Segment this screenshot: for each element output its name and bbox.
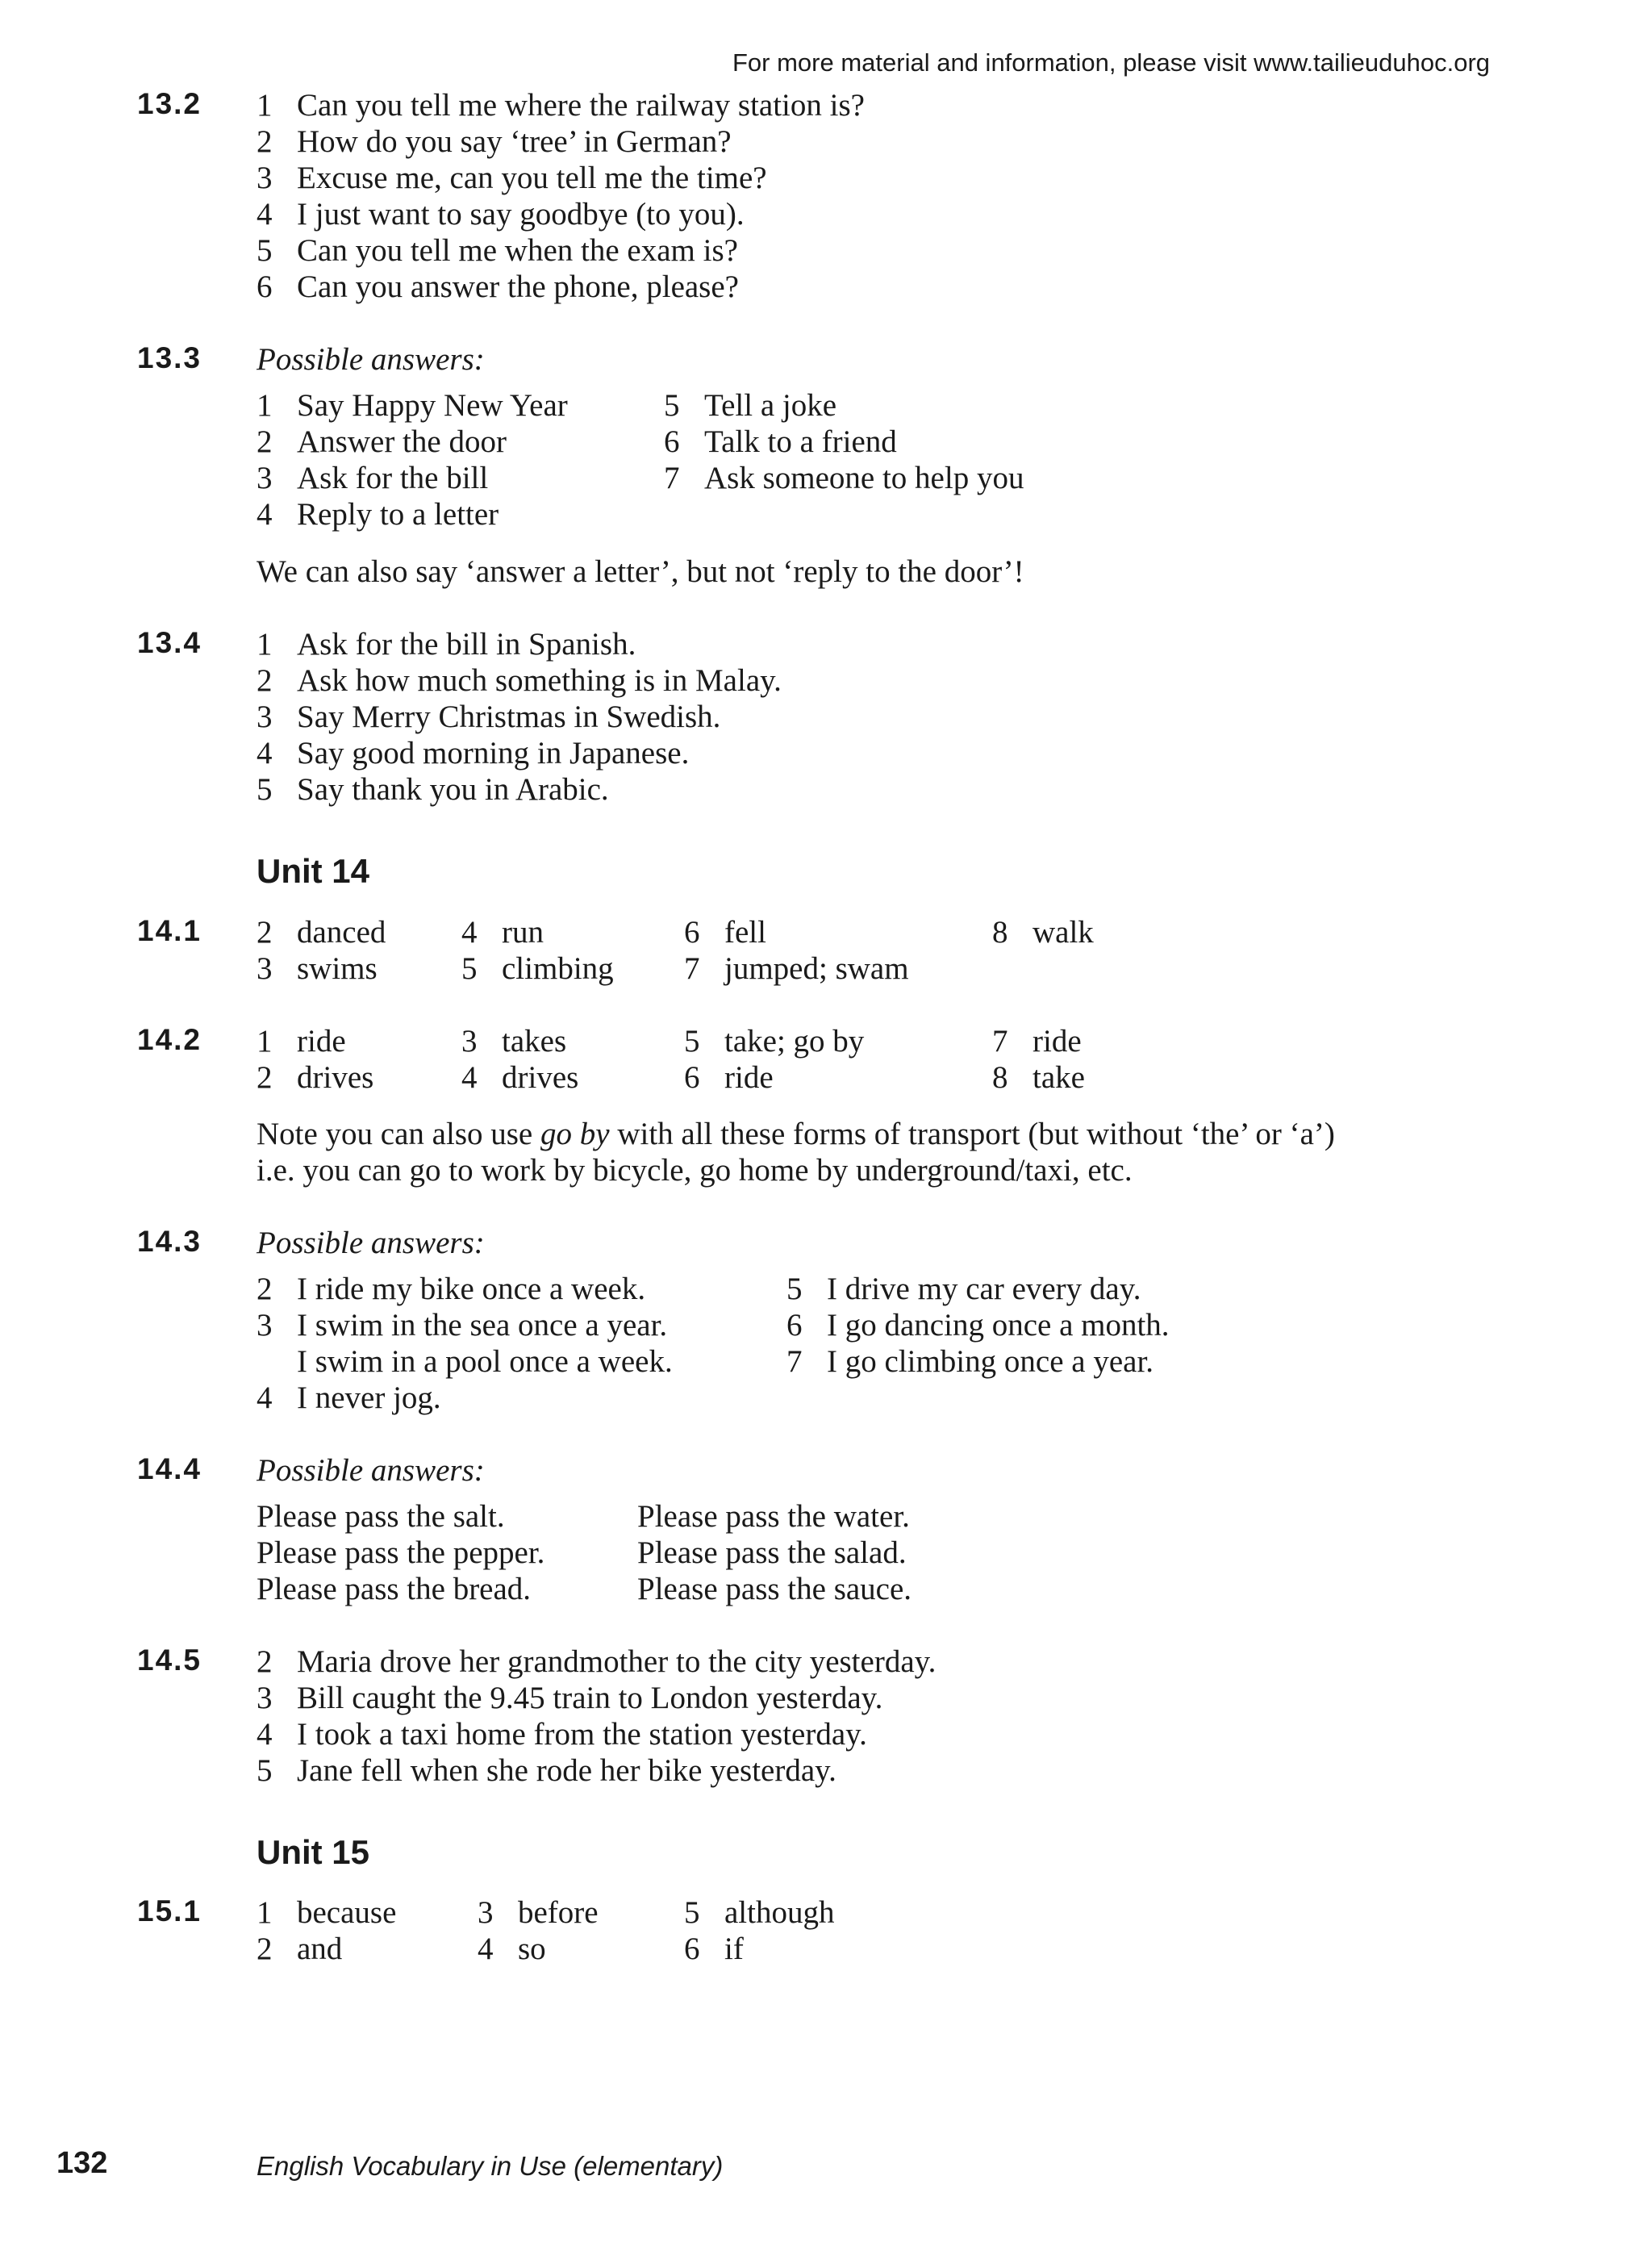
list-item: 3 I swim in the sea once a year. [257,1308,668,1343]
list-item: 2 danced [257,915,386,950]
section-14-3-number: 14.3 [137,1225,202,1258]
list-item: 1 because [257,1895,397,1930]
list-item: 5 take; go by [684,1024,865,1059]
list-item: 3 Say Merry Christmas in Swedish. [257,700,721,734]
list-item: 5 Say thank you in Arabic. [257,772,609,807]
list-item: 6 if [684,1932,744,1966]
list-item: 2 Answer the door [257,424,507,459]
page-number: 132 [56,2146,108,2180]
list-item: 4 run [461,915,544,950]
section-note: We can also say ‘answer a letter’, but not ‘reply to the door’! [257,554,1024,589]
possible-answers-label: Possible answers: [257,342,485,377]
possible-answers-label: Possible answers: [257,1226,485,1260]
list-item: Please pass the salad. [637,1535,907,1570]
list-item: 3 Bill caught the 9.45 train to London yesterday. [257,1681,883,1715]
possible-answers-label: Possible answers: [257,1453,485,1488]
section-14-1-number: 14.1 [137,914,202,947]
list-item: Please pass the sauce. [637,1572,912,1606]
list-item: 2 and [257,1932,343,1966]
list-item: 5 Tell a joke [664,388,837,423]
list-item: 7 I go climbing once a year. [786,1344,1154,1379]
list-item: 5 Can you tell me when the exam is? [257,233,738,268]
list-item: 6 Talk to a friend [664,424,897,459]
list-item: 6 I go dancing once a month. [786,1308,1170,1343]
section-13-2-number: 13.2 [137,87,202,120]
list-item: 4 I took a taxi home from the station yesterday. [257,1717,867,1752]
list-item: 5 although [684,1895,835,1930]
unit-15-heading: Unit 15 [257,1833,370,1871]
list-item: 8 take [992,1060,1085,1095]
section-note: Note you can also use go by with all these forms of transport (but without ‘the’ or ‘a’) [257,1117,1335,1151]
section-15-1-number: 15.1 [137,1894,202,1927]
book-title: English Vocabulary in Use (elementary) [257,2151,724,2181]
list-item: Please pass the pepper. [257,1535,545,1570]
list-item: I swim in a pool once a week. [297,1344,673,1379]
list-item: 5 Jane fell when she rode her bike yesterday. [257,1753,836,1788]
list-item: 6 Can you answer the phone, please? [257,269,739,304]
list-item: 5 I drive my car every day. [786,1272,1141,1306]
section-note: i.e. you can go to work by bicycle, go home by underground/taxi, etc. [257,1153,1133,1188]
section-14-4-number: 14.4 [137,1452,202,1485]
list-item: 5 climbing [461,951,614,986]
list-item: 4 I just want to say goodbye (to you). [257,197,745,232]
list-item: 4 I never jog. [257,1380,441,1415]
list-item: 3 takes [461,1024,567,1059]
list-item: 1 ride [257,1024,346,1059]
list-item: 3 swims [257,951,378,986]
list-item: 1 Can you tell me where the railway station is? [257,88,865,123]
list-item: Please pass the water. [637,1499,910,1534]
list-item: 6 fell [684,915,766,950]
list-item: 6 ride [684,1060,774,1095]
list-item: 4 drives [461,1060,579,1095]
list-item: 3 Ask for the bill [257,461,489,495]
list-item: 2 drives [257,1060,374,1095]
list-item: 2 How do you say ‘tree’ in German? [257,124,732,159]
section-14-5-number: 14.5 [137,1643,202,1677]
section-14-2-number: 14.2 [137,1023,202,1056]
list-item: 2 I ride my bike once a week. [257,1272,646,1306]
list-item: 8 walk [992,915,1094,950]
list-item: 1 Ask for the bill in Spanish. [257,627,636,662]
list-item: 7 ride [992,1024,1082,1059]
list-item: 2 Maria drove her grandmother to the city yesterday. [257,1644,937,1679]
list-item: Please pass the salt. [257,1499,505,1534]
list-item: 3 Excuse me, can you tell me the time? [257,161,767,195]
list-item: 2 Ask how much something is in Malay. [257,663,782,698]
unit-14-heading: Unit 14 [257,852,370,890]
list-item: Please pass the bread. [257,1572,532,1606]
list-item: 7 jumped; swam [684,951,909,986]
list-item: 1 Say Happy New Year [257,388,568,423]
list-item: 7 Ask someone to help you [664,461,1024,495]
list-item: 4 Reply to a letter [257,497,499,532]
section-13-4-number: 13.4 [137,626,202,659]
list-item: 3 before [478,1895,599,1930]
section-13-3-number: 13.3 [137,341,202,374]
list-item: 4 Say good morning in Japanese. [257,736,690,771]
list-item: 4 so [478,1932,546,1966]
site-notice: For more material and information, please visit www.tailieuduhoc.org [732,48,1491,77]
